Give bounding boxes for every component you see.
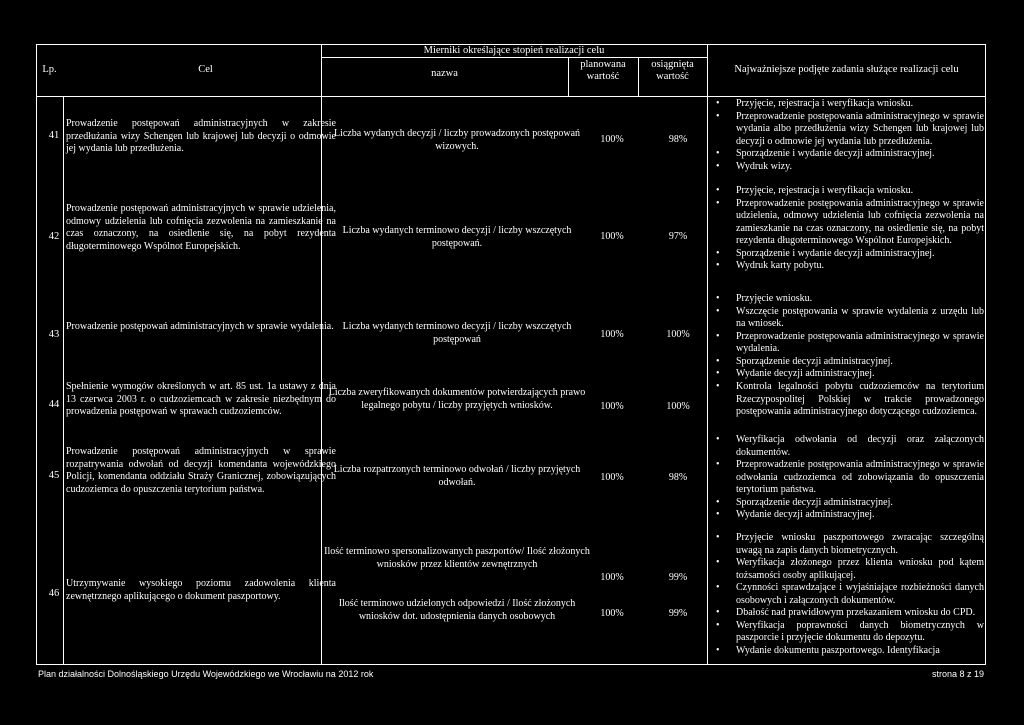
table-row	[36, 434, 986, 530]
row-nazwa-2: Ilość terminowo udzielonych odpowiedzi / Ilość złożonych wniosków dot. udostępnienia danych osobowych	[338, 598, 576, 622]
row-nazwa: Liczba rozpatrzonych terminowo odwołań / liczby przyjętych odwołań.	[333, 464, 581, 488]
header-planowana: planowana	[580, 59, 626, 70]
row-zadania	[712, 381, 984, 419]
row-osiagnieta: 99%	[668, 572, 688, 583]
row-osiagnieta-2: 99%	[668, 608, 688, 619]
list-item: • Przyjęcie wniosku paszportowego zwracając szczególną uwagą na zapis danych biometrycznych.	[712, 532, 984, 557]
table-row	[36, 379, 986, 433]
row-lp: 44	[48, 399, 60, 410]
list-item: • Przeprowadzenie postępowania administracyjnego w sprawie odwołania cudzoziemca od zobowiązania do opuszczenia terytorium państwa.	[712, 459, 984, 497]
header-zadania: Najważniejsze podjęte zadania służące realizacji celu	[734, 64, 959, 75]
header-osiagnieta-wartosc: wartość	[656, 71, 689, 82]
row-planowana-2: 100%	[600, 608, 624, 619]
list-item: • Przeprowadzenie postępowania administracyjnego w sprawie wydalenia.	[712, 331, 984, 356]
list-item: • Sporządzenie i wydanie decyzji administracyjnej.	[712, 148, 984, 161]
row-osiagnieta: 100%	[666, 401, 690, 412]
row-osiagnieta: 100%	[666, 329, 690, 340]
list-item: • Weryfikacja złożonego przez klienta wniosku pod kątem tożsamości osoby aplikującej.	[712, 557, 984, 582]
footer-title: Plan działalności Dolnośląskiego Urzędu Wojewódzkiego we Wrocławiu na 2012 rok	[38, 669, 374, 679]
header-nazwa: nazwa	[431, 68, 458, 79]
list-item: • Kontrola legalności pobytu cudzoziemców na terytorium Rzeczypospolitej Polskiej w trakcie prowadzonego postępowania administracyjnego dotyczącego cudzoziemca.	[712, 381, 984, 419]
row-planowana: 100%	[600, 134, 624, 145]
list-item: • Przyjęcie, rejestracja i weryfikacja wniosku.	[712, 98, 984, 111]
row-planowana: 100%	[600, 231, 624, 242]
list-item: • Sporządzenie i wydanie decyzji administracyjnej.	[712, 248, 984, 261]
row-lp: 42	[48, 231, 60, 242]
list-item: • Przyjęcie wniosku.	[712, 293, 984, 306]
row-cel: Utrzymywanie wysokiego poziomu zadowolenia klienta zewnętrznego aplikującego o dokument paszportowy.	[66, 578, 336, 602]
row-nazwa: Liczba wydanych terminowo decyzji / liczby wszczętych postępowań	[342, 321, 572, 345]
list-item: • Przeprowadzenie postępowania administracyjnego w sprawie udzielenia, odmowy udzielenia lub cofnięcia zezwolenia na zamieszkanie na czas oznaczony, na osiedlenie się, na pobyt rezydenta długoterminowego Wspólnot Europejskich.	[712, 198, 984, 248]
row-nazwa: Liczba zweryfikowanych dokumentów potwierdzających prawo legalnego pobytu / liczby przyjętych wniosków.	[328, 387, 586, 411]
header-lp: Lp.	[42, 64, 57, 75]
row-planowana: 100%	[600, 472, 624, 483]
header-osiagnieta: osiągnięta	[651, 59, 694, 70]
row-zadania	[712, 185, 984, 273]
list-item: • Czynności sprawdzające i wyjaśniające rozbieżności danych osobowych i załączonych dokumentów.	[712, 582, 984, 607]
list-item: • Sporządzenie decyzji administracyjnej.	[712, 356, 984, 369]
header-bottom-border	[36, 96, 986, 97]
row-planowana: 100%	[600, 401, 624, 412]
row-cel: Prowadzenie postępowań administracyjnych w sprawie udzielenia, odmowy udzielenia lub cofnięcia zezwolenia na zamieszkanie na czas oznaczony, na osiedlenie się, na pobyt rezydenta długoterminowego Wspólnot Europejskich.	[66, 203, 336, 252]
row-nazwa: Liczba wydanych decyzji / liczby prowadzonych postępowań wizowych.	[333, 128, 581, 152]
table-row	[36, 532, 986, 664]
header-mierniki: Mierniki określające stopień realizacji celu	[423, 45, 605, 56]
list-item: • Przyjęcie, rejestracja i weryfikacja wniosku.	[712, 185, 984, 198]
list-item: • Wszczęcie postępowania w sprawie wydalenia z urzędu lub na wniosek.	[712, 306, 984, 331]
row-lp: 45	[48, 470, 60, 481]
row-planowana: 100%	[600, 572, 624, 583]
header-cel: Cel	[198, 64, 213, 75]
table-row	[36, 293, 986, 377]
list-item: • Sporządzenie decyzji administracyjnej.	[712, 497, 984, 510]
table-bottom-border	[36, 664, 986, 665]
row-planowana: 100%	[600, 329, 624, 340]
row-cel: Prowadzenie postępowań administracyjnych w sprawie wydalenia.	[66, 321, 334, 332]
page-number: strona 8 z 19	[931, 669, 984, 679]
row-nazwa: Ilość terminowo spersonalizowanych paszportów/ Ilość złożonych wniosków przez klientów zewnętrznych	[324, 546, 590, 570]
row-zadania	[712, 434, 984, 522]
table-row	[36, 185, 986, 291]
row-zadania	[712, 532, 984, 657]
table-row	[36, 98, 986, 184]
row-lp: 43	[48, 329, 60, 340]
list-item: • Dbałość nad prawidłowym przekazaniem wniosku do CPD.	[712, 607, 984, 620]
row-cel: Prowadzenie postępowań administracyjnych w sprawie rozpatrywania odwołań od decyzji komendanta wojewódzkiego Policji, komendanta oddziału Straży Granicznej, zobowiązujących cudzoziemca do opuszczenia terytorium państwa.	[66, 446, 336, 495]
row-osiagnieta: 97%	[668, 231, 688, 242]
list-item: • Wydruk karty pobytu.	[712, 260, 984, 273]
table-header	[36, 44, 986, 96]
list-item: • Przeprowadzenie postępowania administracyjnego w sprawie wydania albo przedłużenia wizy Schengen lub krajowej lub decyzji o odmowie jej wydania lub przedłużenia.	[712, 111, 984, 149]
row-cel: Spełnienie wymogów określonych w art. 85 ust. 1a ustawy z dnia 13 czerwca 2003 r. o cudzoziemcach w zakresie niezbędnym do prowadzenia postępowań w sprawach cudzoziemców.	[66, 381, 336, 417]
row-cel: Prowadzenie postępowań administracyjnych w zakresie przedłużania wizy Schengen lub krajowej lub decyzji o odmowie jej wydania lub przedłużenia.	[66, 118, 336, 154]
list-item: • Wydanie dokumentu paszportowego. Identyfikacja	[712, 645, 984, 658]
row-nazwa: Liczba wydanych terminowo decyzji / liczby wszczętych postępowań.	[342, 225, 572, 249]
row-zadania	[712, 293, 984, 381]
row-lp: 41	[48, 130, 60, 141]
list-item: • Wydruk wizy.	[712, 161, 984, 174]
row-lp: 46	[48, 588, 60, 599]
list-item: • Wydanie decyzji administracyjnej.	[712, 509, 984, 522]
header-planowana-wartosc: wartość	[586, 71, 620, 82]
row-zadania	[712, 98, 984, 173]
list-item: • Weryfikacja poprawności danych biometrycznych w paszporcie i przyjęcie dokumentu do depozytu.	[712, 620, 984, 645]
row-osiagnieta: 98%	[668, 472, 688, 483]
row-osiagnieta: 98%	[668, 134, 688, 145]
list-item: • Wydanie decyzji administracyjnej.	[712, 368, 984, 381]
list-item: • Weryfikacja odwołania od decyzji oraz załączonych dokumentów.	[712, 434, 984, 459]
